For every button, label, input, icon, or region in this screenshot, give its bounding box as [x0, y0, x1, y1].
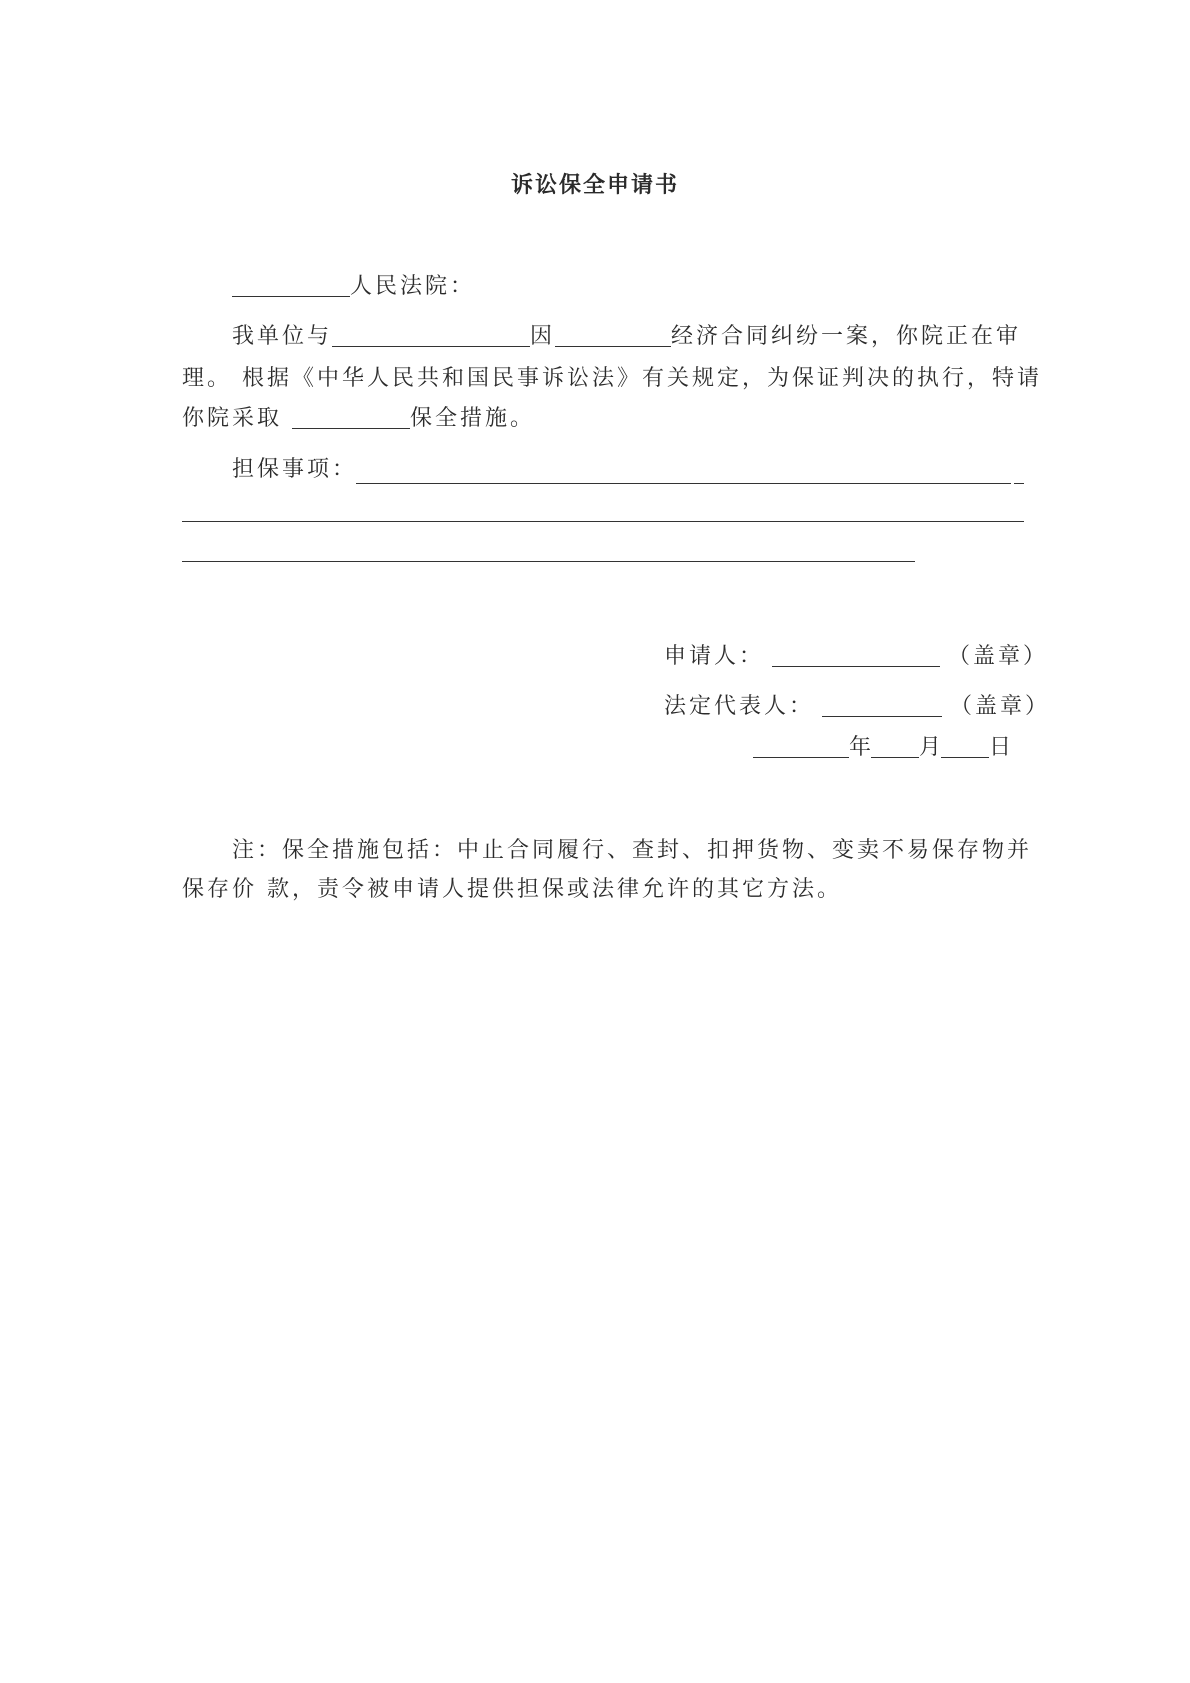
- para1-line2: 理。 根据《中华人民共和国民事诉讼法》有关规定，为保证判决的执行，特请: [182, 366, 1042, 391]
- court-suffix: 人民法院：: [350, 274, 476, 299]
- court-line: [232, 272, 475, 302]
- legal-rep-line: 法定代表人： （盖章）: [664, 694, 1051, 719]
- note-line1: 注：保全措施包括：中止合同履行、查封、扣押货物、变卖不易保存物并: [232, 838, 1033, 863]
- document-title: 诉讼保全申请书: [510, 172, 679, 198]
- date-line: 年 月 日: [753, 733, 1011, 763]
- guarantee-blank-line1[interactable]: [356, 483, 1011, 484]
- guarantee-blank-line2[interactable]: [182, 521, 1024, 522]
- court-name-blank[interactable]: [232, 274, 350, 297]
- measure-blank[interactable]: [292, 406, 410, 429]
- year-blank[interactable]: [753, 735, 849, 758]
- day-blank[interactable]: [941, 735, 989, 758]
- guarantee-blank-tail: [1014, 483, 1024, 484]
- contract-type-blank[interactable]: [555, 324, 671, 347]
- guarantee-blank-line3[interactable]: [182, 561, 915, 562]
- para1-line1: 我单位与 因 经济合同纠纷一案，你院正在审: [232, 324, 1022, 349]
- para1-line3: 你院采取 保全措施。: [182, 406, 536, 431]
- guarantee-label: 担保事项：: [232, 457, 358, 482]
- legal-rep-blank[interactable]: [822, 694, 942, 717]
- applicant-blank[interactable]: [772, 644, 940, 667]
- respondent-blank[interactable]: [332, 324, 530, 347]
- note-line2: 保存价 款，责令被申请人提供担保或法律允许的其它方法。: [182, 877, 842, 902]
- applicant-line: 申请人： （盖章）: [664, 644, 1049, 669]
- month-blank[interactable]: [871, 735, 919, 758]
